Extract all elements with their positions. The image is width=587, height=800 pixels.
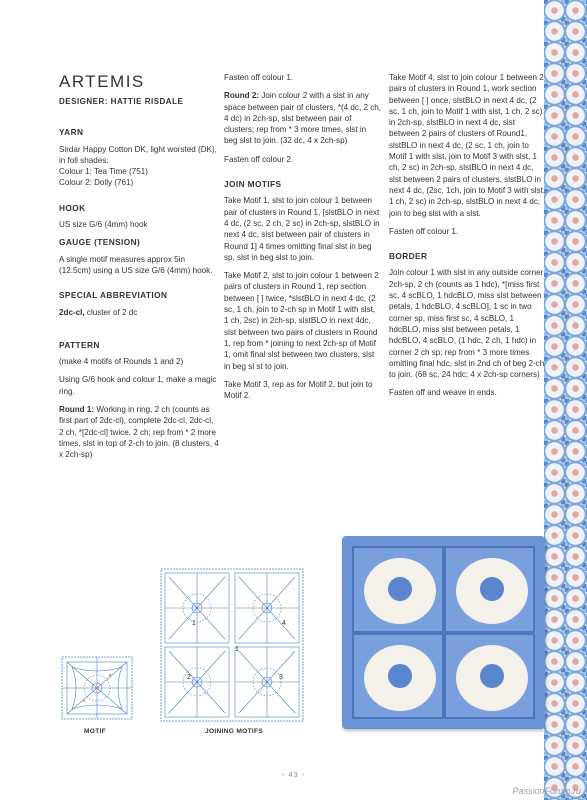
- round-1-text: Working in ring, 2 ch (counts as first part of 2dc-cl), complete 2dc-cl, 2dc-cl, 2 ch, *[2dc-cl] twice, 2 ch; rep from * 2 more times, slst in top of 2-ch to join. (8 clusters, 4 x 2ch-sp): [59, 405, 219, 460]
- hook-heading: HOOK: [59, 202, 86, 213]
- photo-motif-3: [444, 633, 536, 720]
- join-motifs-heading: JOIN MOTIFS: [224, 179, 282, 190]
- join-motif-4: Take Motif 4, slst to join colour 1 between 2 pairs of clusters in Round 1, work section between [ ] once, slstBLO in next 4 dc, (2 sc, 1 ch, join to Motif 1 with slst, 1 ch, 2 sc) in 2ch-sp, slstBLO in next 4 dc, slst between 2 pairs of clusters of Round1, slstBLO in next 4 dc, (2 sc, 1 ch, join to Motif 1 with slst, join to Motif 3 with slst, 1 ch, 2 sc) in 2ch-sp, slstBLO in next 4 dc, slst between 2 pairs of clusters, slstBLO in next 4 dc, (2sc, 1ch, join to Motif 3 with slst, 1 ch, 2 sc) in 2ch-sp, slstBLO in next 4 dc, join to beg slst with a slst.: [389, 73, 546, 218]
- join-fasten: Fasten off colour 1.: [389, 226, 459, 236]
- border-heading: BORDER: [389, 251, 428, 262]
- fasten-colour-2: Fasten off colour 2.: [224, 154, 294, 164]
- watermark: PassionForum.ru: [512, 786, 581, 796]
- diagram-label-3: 3: [279, 674, 283, 681]
- diagram-label-2: 2: [187, 674, 191, 681]
- photo-inner: [352, 546, 535, 719]
- round-2-label: Round 2:: [224, 91, 260, 101]
- yarn-colour-1: Colour 1: Tea Time (751): [59, 167, 148, 177]
- join-motif-3: Take Motif 3, rep as for Motif 2, but join to Motif 2.: [224, 379, 373, 401]
- join-motif-1: Take Motif 1, slst to join colour 1 between pair of clusters in Round 1, [slstBLO in next 4 dc, (2 sc, 2 ch, 2 sc) in 2ch-sp, slstBLO in next 4 dc, slst between pair of clusters in Round 1] 4 times omitting final slst in beg sp, slst in beg slst to join.: [224, 196, 380, 262]
- hook-text: US size G/6 (4mm) hook: [59, 220, 148, 230]
- yarn-colour-2: Colour 2: Dolly (761): [59, 178, 134, 188]
- page-number: - 43 -: [281, 770, 306, 779]
- page-title: ARTEMIS: [59, 72, 145, 91]
- pattern-intro: Using G/6 hook and colour 1, make a magic ring.: [59, 375, 217, 396]
- special-abbrev-term: 2dc-cl,: [59, 307, 85, 317]
- joining-motifs-diagram: [159, 567, 305, 723]
- column-2: [224, 72, 381, 408]
- round-1: [59, 404, 219, 460]
- diagram-label-1b: 1: [235, 646, 239, 653]
- yarn-description: Sirdar Happy Cotton DK, light worsted (DK), in foll shades:: [59, 144, 217, 165]
- pattern-note: (make 4 motifs of Rounds 1 and 2): [59, 357, 184, 367]
- motif-caption: MOTIF: [84, 728, 107, 735]
- designer-credit: DESIGNER: HATTIE RISDALE: [59, 97, 184, 106]
- crochet-sample-photo: [342, 536, 545, 729]
- diagram-label-1: 1: [192, 620, 196, 627]
- photo-motif-4: [444, 546, 536, 633]
- round-1-label: Round 1:: [59, 405, 95, 415]
- column-1: [59, 72, 219, 468]
- column-3: [389, 72, 546, 406]
- joining-motifs-caption: JOINING MOTIFS: [205, 728, 264, 735]
- fasten-colour-1: Fasten off colour 1.: [224, 73, 294, 82]
- special-abbrev-text: [59, 307, 219, 318]
- special-abbrev-heading: SPECIAL ABBREVIATION: [59, 290, 168, 301]
- border-fasten: Fasten off and weave in ends.: [389, 388, 497, 398]
- diagram-label-4: 4: [282, 620, 286, 627]
- special-abbrev-def: cluster of 2 dc: [84, 307, 138, 317]
- round-2-text: Join colour 2 with a slst in any space between pair of clusters, *(4 dc, 2 ch, 4 dc) in 2ch-sp, slst between pair of clusters; rep from * 3 more times, slst in beg slst to join. (32 dc, 4 x 2ch-sp): [224, 91, 382, 146]
- gauge-text: A single motif measures approx 5in (12.5cm) using a US size G/6 (4mm) hook.: [59, 254, 213, 275]
- pattern-heading: PATTERN: [59, 339, 100, 350]
- photo-motif-1: [352, 546, 444, 633]
- yarn-heading: YARN: [59, 127, 84, 138]
- join-motif-2: Take Motif 2, slst to join colour 1 between 2 pairs of clusters in Round 1, rep section between [ ] twice, *slstBLO in next 4 dc, (2 sc, 1 ch, join to 2-ch sp in Motif 1 with slst, 1 ch, 2sc) in 2ch-sp, slstBLO in next 4dc, slst between two pairs of clusters in Round 1, rep from * joining to next 2ch-sp of Motif 1, omit final slst between two clusters, slst in beg sl st to join.: [224, 271, 379, 371]
- photo-motif-2: [352, 633, 444, 720]
- decorative-border: [544, 0, 587, 800]
- round-2: [224, 90, 381, 146]
- yarn-text: [59, 144, 219, 189]
- motif-diagram: [58, 653, 136, 723]
- border-text: Join colour 1 with slst in any outside corner 2ch-sp, 2 ch (counts as 1 hdc), *[miss first sc, 4 scBLO, 1 hdcBLO, miss slst between petals, 1 hdcBLO, 4 scBLO], 1 sc in two corner sp, miss first sc, 4 scBLO, 1 hdcBLO, miss slst between petals, 1 hdcBLO, 4 scBLO, (1 hdc, 2 ch, 1 hdc) in corner 2 ch sp; rep from * 3 more times omitting final hdc, slst in 2nd ch of beg 2-ch to join. (68 sc, 24 hdc; 4 x 2ch-sp corners): [389, 268, 545, 380]
- gauge-heading: GAUGE (TENSION): [59, 237, 141, 248]
